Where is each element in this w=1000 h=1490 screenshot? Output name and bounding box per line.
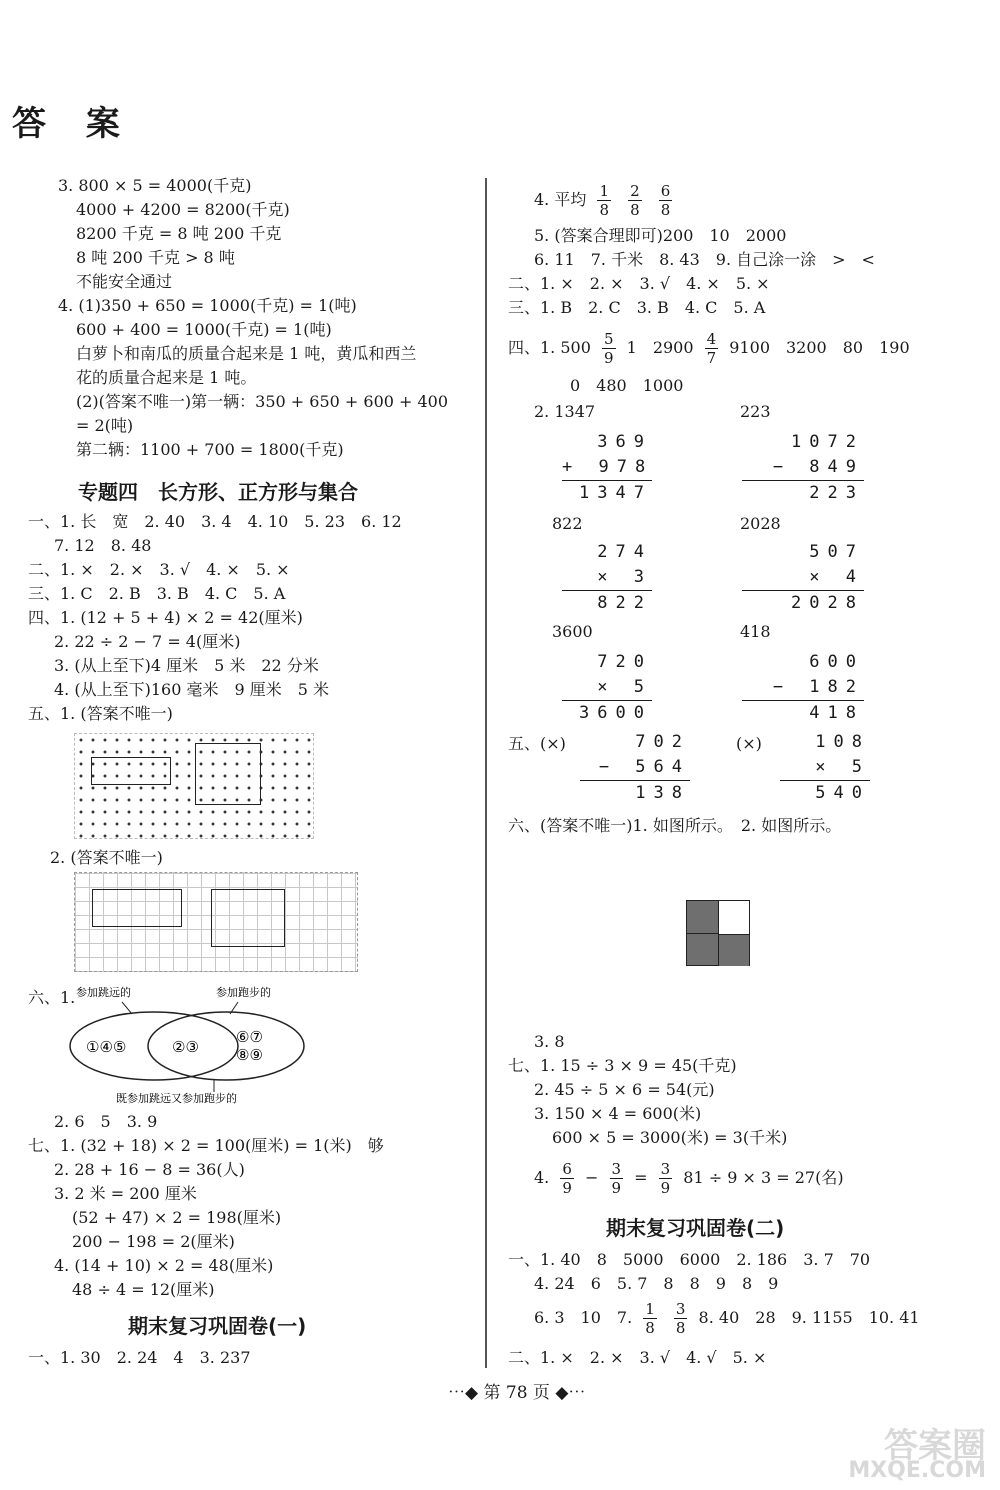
page-footer: [448, 1378, 585, 1403]
calc-row: 223: [809, 483, 864, 503]
vertical-calculation: [562, 540, 652, 616]
fraction-denominator: 9: [611, 1179, 622, 1197]
calc-row: × 5: [815, 757, 870, 777]
venn-right-items: ⑧⑨: [236, 1046, 263, 1064]
fraction-denominator: 8: [645, 1319, 655, 1337]
q3-line: 3. 800 × 5 = 4000(千克): [58, 176, 252, 195]
calc-row: 507: [809, 542, 864, 562]
answer-line: 五、1. (答案不唯一): [28, 704, 173, 723]
answer-line: 2. 45 ÷ 5 × 6 = 54(元): [534, 1080, 715, 1099]
fraction-denominator: 7: [706, 349, 717, 367]
answer-line: 一、1. 30 2. 24 4 3. 237: [28, 1348, 251, 1367]
answer-line: 五、(×): [508, 734, 566, 753]
answer-line: 四、1. (12 + 5 + 4) × 2 = 42(厘米): [28, 608, 303, 627]
answer-line: 三、1. C 2. B 3. B 4. C 5. A: [28, 584, 286, 603]
watermark-logo: 答案圈: [884, 1426, 986, 1466]
fraction-numerator: 1: [599, 182, 609, 200]
vertical-calculation: [742, 430, 864, 506]
fraction-denominator: 8: [675, 1319, 686, 1337]
calc-row: 369: [597, 432, 652, 452]
right-exam2: [508, 1248, 870, 1296]
fraction-numerator: 3: [660, 1160, 671, 1178]
answer-text: 4.: [534, 1168, 550, 1187]
answer-line: 2. 6 5 3. 9: [54, 1112, 158, 1131]
right-q7-4: [534, 1160, 844, 1197]
fraction-numerator: 1: [645, 1300, 655, 1318]
fraction: [560, 1160, 574, 1197]
venn-left-label: 参加跳远的: [76, 986, 131, 999]
vertical-calculation: [562, 430, 652, 506]
calc-row: × 4: [809, 567, 864, 587]
answer-line: 二、1. × 2. × 3. √ 4. × 5. ×: [28, 560, 290, 579]
shaded-cell: [687, 934, 719, 965]
answer-line: 六、(答案不唯一)1. 如图所示。 2. 如图所示。: [508, 816, 842, 835]
answer-line: 3. 8: [534, 1032, 565, 1051]
answer-line: 6. 11 7. 千米 8. 43 9. 自己涂一涂 > <: [534, 250, 875, 269]
answer-line: 3. (从上至下)4 厘米 5 米 22 分米: [54, 656, 319, 675]
fraction-denominator: 8: [660, 201, 671, 219]
vertical-calculation: [562, 650, 652, 726]
square-grid: [74, 872, 358, 972]
q3-line: 4000 + 4200 = 8200(千克): [76, 200, 290, 219]
calc-row: 1072: [791, 432, 864, 452]
q4-line: 600 + 400 = 1000(千克) = 1(吨): [76, 320, 332, 339]
answer-line: 2. (答案不唯一): [50, 848, 163, 867]
shaded-cell: [719, 934, 749, 966]
q4-line: 白萝卜和南瓜的质量合起来是 1 吨，黄瓜和西兰: [76, 344, 417, 363]
q4-line: (2)(答案不唯一)第一辆：350 + 650 + 600 + 400: [76, 392, 449, 411]
calc-answer: 2028: [740, 514, 781, 533]
section-heading: 期末复习巩固卷(一): [128, 1314, 307, 1338]
calc-row: × 5: [597, 677, 652, 697]
calc-row: × 3: [597, 567, 652, 587]
venn-bottom-label: 既参加跳远又参加跑步的: [116, 1092, 237, 1105]
answer-line: (52 + 47) × 2 = 198(厘米): [72, 1208, 282, 1227]
answer-line: 3. 150 × 4 = 600(米): [534, 1104, 702, 1123]
page-title: 答 案: [12, 104, 134, 144]
venn-right-items: ⑥⑦: [236, 1028, 263, 1046]
footer-ornament: ⋯◆: [448, 1383, 479, 1403]
left-after-venn: [28, 1110, 384, 1302]
calc-row: 1347: [579, 483, 652, 503]
right-after-six: [508, 1030, 787, 1150]
calc-row: 274: [597, 542, 652, 562]
vertical-calculation: [580, 730, 690, 806]
calc-answer: 3600: [552, 622, 593, 641]
watermark-url: MXQE.COM: [848, 1458, 986, 1483]
calc-row: 108: [815, 732, 870, 752]
answer-line: 七、1. 15 ÷ 3 × 9 = 45(千克): [508, 1056, 737, 1075]
answer-line: 0 480 1000: [570, 376, 684, 395]
answer-text: 6. 3 10 7.: [534, 1308, 633, 1327]
square-drawing: [195, 743, 261, 805]
calc-row: 702: [635, 732, 690, 752]
answer-line: (×): [736, 734, 762, 753]
answer-line: 2. 1347: [534, 402, 596, 421]
fraction: [610, 1160, 624, 1197]
answer-line: 3. 2 米 = 200 厘米: [54, 1184, 197, 1203]
q4-line: = 2(吨): [76, 416, 134, 435]
fraction-numerator: 3: [675, 1300, 686, 1318]
answer-line: 2. 22 ÷ 2 − 7 = 4(厘米): [54, 632, 241, 651]
fraction: [628, 182, 642, 219]
fraction-numerator: 6: [562, 1160, 572, 1178]
fraction: [602, 330, 616, 367]
q4-line: 花的质量合起来是 1 吨。: [76, 368, 257, 387]
answer-line: 48 ÷ 4 = 12(厘米): [72, 1280, 215, 1299]
calc-row: − 182: [772, 677, 864, 697]
answer-line: 4. (从上至下)160 毫米 9 厘米 5 米: [54, 680, 329, 699]
q3-line: 8 吨 200 千克 > 8 吨: [76, 248, 235, 267]
fraction-numerator: 3: [611, 1160, 622, 1178]
answer-line: 七、1. (32 + 18) × 2 = 100(厘米) = 1(米) 够: [28, 1136, 384, 1155]
answer-line: 200 − 198 = 2(厘米): [72, 1232, 235, 1251]
shaded-cell: [687, 901, 719, 934]
calc-answer: 418: [740, 622, 771, 641]
answer-line: 5. (答案合理即可)200 10 2000: [534, 226, 787, 245]
calc-row: 418: [809, 703, 864, 723]
right-q4: [534, 182, 678, 219]
answer-line: 4. (14 + 10) × 2 = 48(厘米): [54, 1256, 274, 1275]
vertical-calculation: [780, 730, 870, 806]
fraction-numerator: 2: [630, 182, 640, 200]
fraction-denominator: 8: [599, 201, 609, 219]
answer-line: 二、1. × 2. × 3. √ 4. × 5. ×: [508, 274, 770, 293]
q3-line: 不能安全通过: [76, 272, 173, 291]
section-heading: 期末复习巩固卷(二): [606, 1216, 785, 1240]
calc-row: 138: [635, 783, 690, 803]
answer-text: 8. 40 28 9. 1155 10. 41: [698, 1308, 920, 1327]
answer-line: 三、1. B 2. C 3. B 4. C 5. A: [508, 298, 766, 317]
fraction-denominator: 9: [604, 349, 614, 367]
rectangle-drawing: [92, 889, 182, 927]
fraction-numerator: 6: [660, 182, 671, 200]
fraction: [705, 330, 719, 367]
rectangle-drawing: [91, 757, 171, 785]
shaded-square-figure: [686, 900, 750, 966]
venn-left-items: ①④⑤: [86, 1038, 127, 1056]
vertical-calculation: [742, 540, 864, 616]
rectangle-drawing: [211, 889, 285, 947]
calc-answer: 822: [552, 514, 583, 533]
left-q3: [58, 174, 448, 462]
fraction: [659, 182, 673, 219]
answer-text: 9100 3200 80 190: [729, 338, 910, 357]
answer-text: 81 ÷ 9 × 3 = 27(名): [683, 1168, 844, 1187]
calc-row: 822: [597, 593, 652, 613]
q4-line: 4. (1)350 + 650 = 1000(千克) = 1(吨): [58, 296, 357, 315]
answer-line: 4. 24 6 5. 7 8 8 9 8 9: [534, 1274, 779, 1293]
calc-row: − 564: [598, 757, 690, 777]
fraction-denominator: 8: [630, 201, 640, 219]
q3-line: 8200 千克 = 8 吨 200 千克: [76, 224, 282, 243]
fraction: [643, 1300, 657, 1337]
footer-ornament: ◆⋯: [555, 1383, 586, 1403]
left-s4: [28, 510, 402, 726]
fraction: [597, 182, 611, 219]
answer-line: 一、1. 长 宽 2. 40 3. 4 4. 10 5. 23 6. 12: [28, 512, 402, 531]
calc-row: − 849: [772, 457, 864, 477]
fraction: [674, 1300, 688, 1337]
venn-middle-items: ②③: [172, 1038, 199, 1056]
right-exam2-l3: [534, 1300, 920, 1337]
calc-row: + 978: [562, 457, 654, 477]
right-lines: [508, 224, 875, 320]
answer-line: 7. 12 8. 48: [54, 536, 152, 555]
section-heading: 专题四 长方形、正方形与集合: [78, 480, 358, 504]
fraction-numerator: 4: [706, 330, 717, 348]
calc-row: 600: [809, 652, 864, 672]
fraction: [659, 1160, 673, 1197]
right-four-line: [508, 330, 910, 367]
calc-row: 540: [815, 783, 870, 803]
fraction-denominator: 9: [660, 1179, 671, 1197]
venn-right-label: 参加跑步的: [216, 986, 271, 999]
calc-row: 720: [597, 652, 652, 672]
dot-grid: [74, 733, 314, 839]
minus-sign: −: [585, 1168, 599, 1187]
venn-pointer: [122, 1002, 132, 1014]
vertical-calculation: [742, 650, 864, 726]
q4-line: 第二辆：1100 + 700 = 1800(千克): [76, 440, 344, 459]
answer-text: 1 2900: [626, 338, 694, 357]
fraction-denominator: 9: [562, 1179, 572, 1197]
fraction-numerator: 5: [604, 330, 614, 348]
answer-text: 4. 平均: [534, 190, 587, 209]
calc-row: 2028: [791, 593, 864, 613]
answer-line: 2. 28 + 16 − 8 = 36(人): [54, 1160, 245, 1179]
answer-line: 一、1. 40 8 5000 6000 2. 186 3. 7 70: [508, 1250, 871, 1269]
answer-line: 600 × 5 = 3000(米) = 3(千米): [552, 1128, 788, 1147]
calc-answer: 223: [740, 402, 771, 421]
calc-row: 3600: [579, 703, 652, 723]
venn-diagram: [66, 982, 326, 1106]
answer-line: 二、1. × 2. × 3. √ 4. √ 5. ×: [508, 1348, 767, 1367]
page-number: 第 78 页: [483, 1383, 550, 1403]
column-divider: [485, 178, 487, 1368]
answer-text: 四、1. 500: [508, 338, 591, 357]
answer-line: 六、1.: [28, 988, 76, 1007]
equals-sign: =: [634, 1168, 648, 1187]
